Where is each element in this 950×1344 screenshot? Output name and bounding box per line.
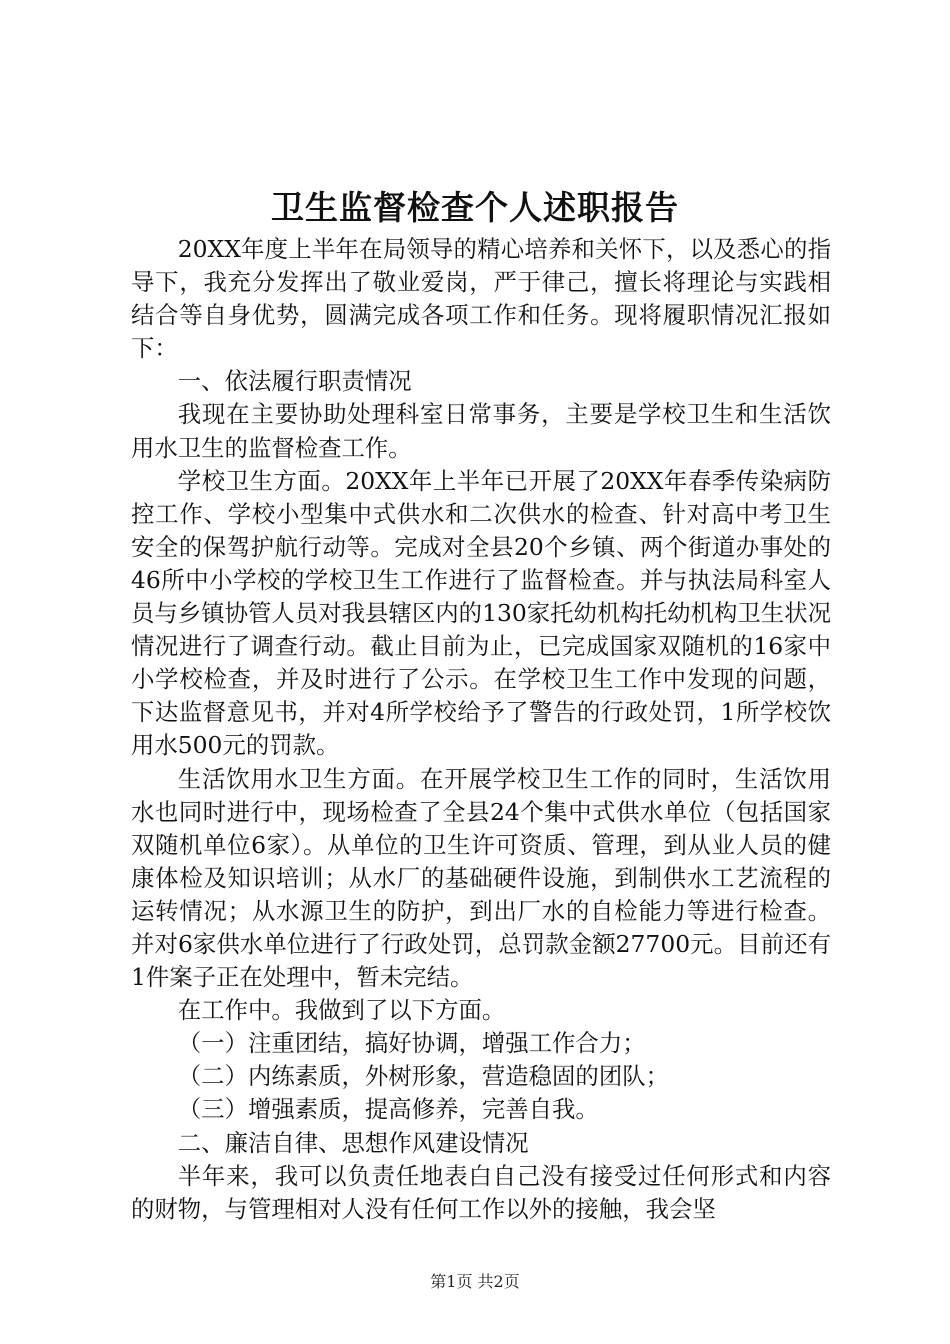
section-heading-2: 二、廉洁自律、思想作风建设情况 [177,1128,529,1157]
section-heading-1: 一、依法履行职责情况 [177,367,412,396]
paragraph-drinking-water: 生活饮用水卫生方面。在开展学校卫生工作的同时，生活饮用水也同时进行中，现场检查了全县24个集中式供水单位（包括国家双随机单位6家）。从单位的卫生许可资质、管理，到从业人员的健康体检及知识培训；从水厂的基础硬件设施，到制供水工艺流程的运转情况；从水源卫生的防护，到出厂水的自检能力等进行检查。并对6家供水单位进行了行政处罚，总罚款金额27700元。目前还有1件案子正在处理中，暂未完结。 [131,764,831,992]
list-item-2: （二）内练素质，外树形象，营造稳固的团队； [177,1062,669,1091]
page-footer: 第1页 共2页 [430,1272,520,1291]
paragraph-integrity: 半年来，我可以负责任地表白自己没有接受过任何形式和内容的财物，与管理相对人没有任何工作以外的接触，我会坚 [131,1161,831,1223]
paragraph-duties: 我现在主要协助处理科室日常事务，主要是学校卫生和生活饮用水卫生的监督检查工作。 [131,400,831,462]
list-item-1: （一）注重团结，搞好协调，增强工作合力； [177,1029,646,1058]
paragraph-work-summary: 在工作中。我做到了以下方面。 [177,996,506,1025]
document-title: 卫生监督检查个人述职报告 [271,188,679,227]
list-item-3: （三）增强素质，提高修养，完善自我。 [177,1095,599,1124]
document-body [131,233,831,1226]
paragraph-school-hygiene: 学校卫生方面。20XX年上半年已开展了20XX年春季传染病防控工作、学校小型集中式供水和二次供水的检查、针对高中考卫生安全的保驾护航行动等。完成对全县20个乡镇、两个街道办事处的46所中小学校的学校卫生工作进行了监督检查。并与执法局科室人员与乡镇协管人员对我县辖区内的130家托幼机构托幼机构卫生状况情况进行了调查行动。截止目前为止，已完成国家双随机的16家中小学校检查，并及时进行了公示。在学校卫生工作中发现的问题，下达监督意见书，并对4所学校给予了警告的行政处罚，1所学校饮用水500元的罚款。 [131,466,831,760]
paragraph-intro: 20XX年度上半年在局领导的精心培养和关怀下，以及悉心的指导下，我充分发挥出了敬业爱岗，严于律己，擅长将理论与实践相结合等自身优势，圆满完成各项工作和任务。现将履职情况汇报如下： [131,235,831,363]
